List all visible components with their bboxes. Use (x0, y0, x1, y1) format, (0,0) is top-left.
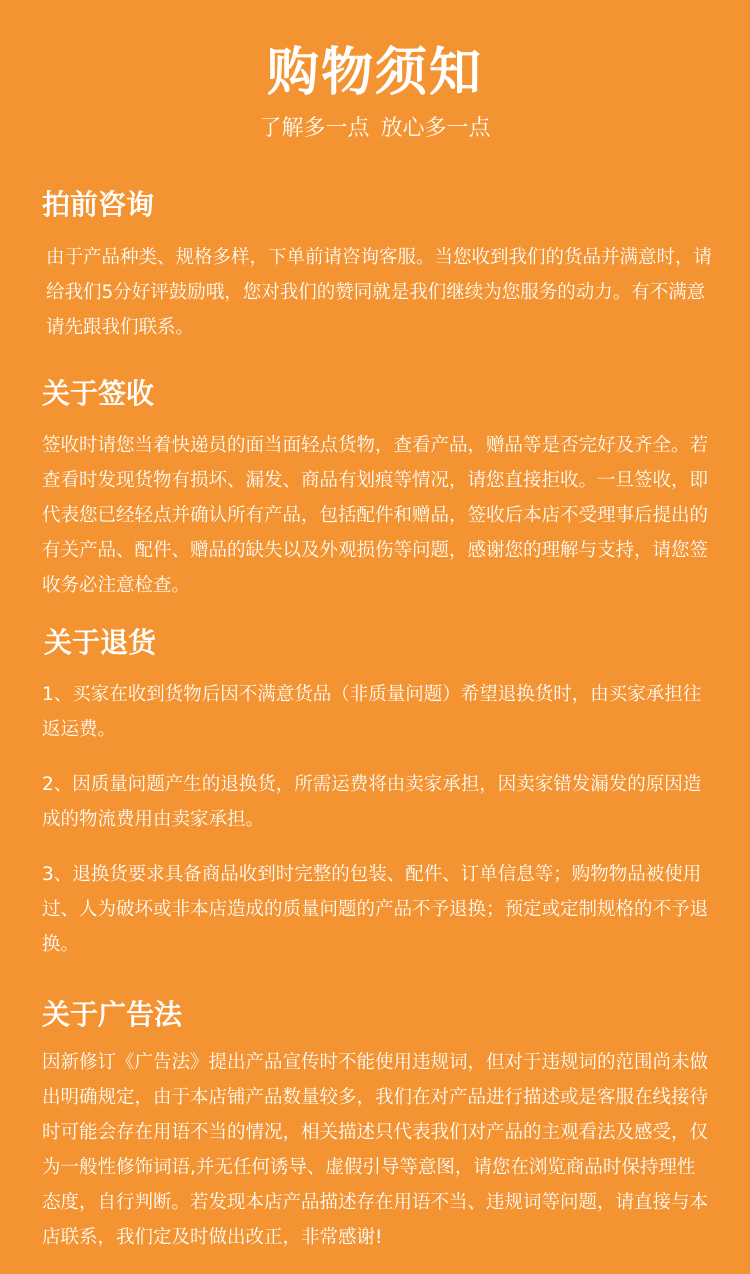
return-rule-1: 1、买家在收到货物后因不满意货品（非质量问题）希望退换货时，由买家承担往返运费。 (42, 684, 702, 740)
section-receipt (42, 374, 712, 603)
section-paragraph: 由于产品种类、规格多样，下单前请咨询客服。当您收到我们的货品并满意时，请给我们5分好评鼓励哦，您对我们的赞同就是我们继续为您服务的动力。有不满意请先跟我们联系。 (46, 247, 713, 338)
section-pre-purchase-consult (42, 185, 712, 345)
page-title: 购物须知 (266, 43, 483, 103)
section-heading: 关于签收 (42, 377, 155, 410)
section-advertising-law (42, 995, 712, 1255)
return-rule-2: 2、因质量问题产生的退换货，所需运费将由卖家承担，因卖家错发漏发的原因造成的物流费用由卖家承担。 (42, 774, 702, 830)
section-heading: 关于广告法 (42, 998, 183, 1031)
section-heading: 关于退货 (44, 626, 157, 659)
return-rule-3: 3、退换货要求具备商品收到时完整的包装、配件、订单信息等；购物物品被使用过、人为破坏或非本店造成的质量问题的产品不予退换；预定或定制规格的不予退换。 (42, 864, 709, 955)
section-heading: 拍前咨询 (42, 188, 155, 221)
section-paragraph: 因新修订《广告法》提出产品宣传时不能使用违规词，但对于违规词的范围尚未做出明确规定，由于本店铺产品数量较多，我们在对产品进行描述或是客服在线接待时可能会存在用语不当的情况，相关描述只代表我们对产品的主观看法及感受，仅为一般性修饰词语,并无任何诱导、虚假引导等意图，请您在浏览商品时保持理性态度，自行判断。若发现本店产品描述存在用语不当、违规词等问题，请直接与本店联系，我们定及时做出改正，非常感谢! (42, 1052, 709, 1248)
section-paragraph: 签收时请您当着快递员的面当面轻点货物，查看产品，赠品等是否完好及齐全。若查看时发现货物有损坏、漏发、商品有划痕等情况，请您直接拒收。一旦签收，即代表您已经轻点并确认所有产品，包括配件和赠品，签收后本店不受理事后提出的有关产品、配件、赠品的缺失以及外观损伤等问题，感谢您的理解与支持，请您签收务必注意检查。 (42, 435, 709, 596)
page-subtitle: 了解多一点 放心多一点 (259, 116, 491, 141)
section-returns (42, 623, 712, 962)
